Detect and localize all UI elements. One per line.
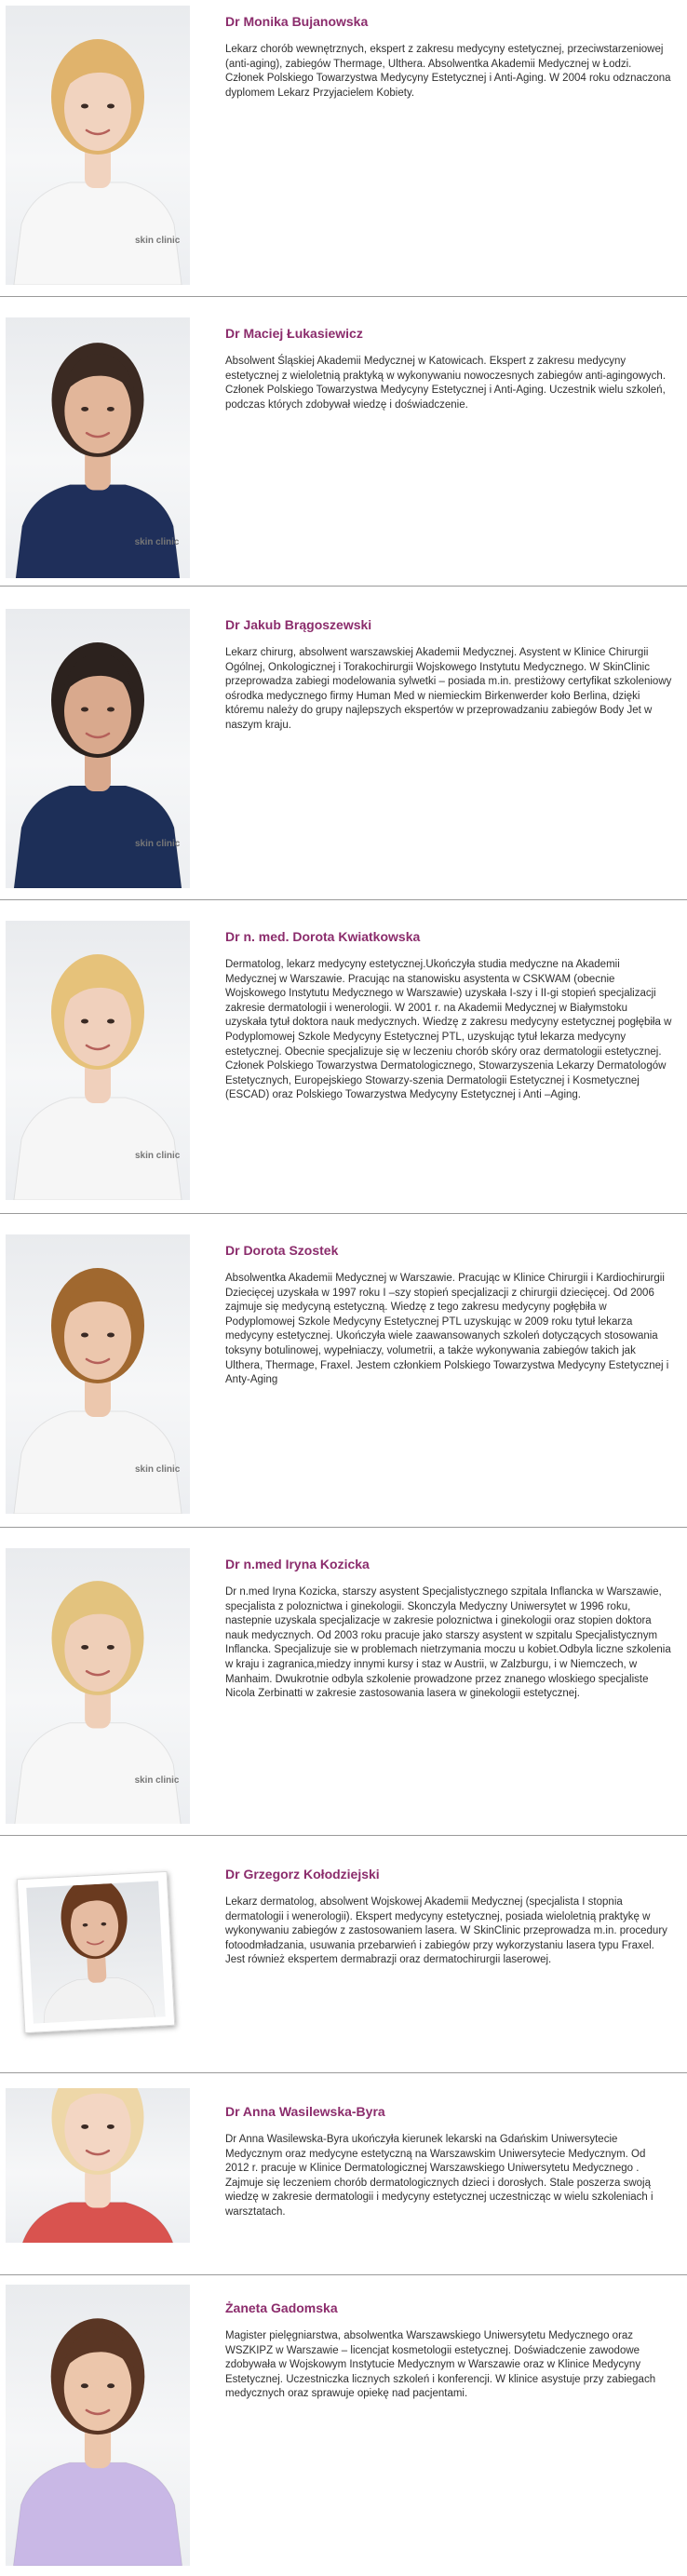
doctor-name: Dr Monika Bujanowska [225,14,369,29]
eye-shape [107,1333,114,1338]
eye-shape [81,407,88,411]
clinic-logo: skin clinic [135,1464,181,1475]
eye-shape [107,1019,114,1024]
eye-shape [107,2383,114,2388]
portrait-image [26,1881,165,2023]
doctor-bio: Lekarz chorób wewnętrznych, ekspert z zakresu medycyny estetycznej, przeciwstarzeniowej (anti-aging), zabiegów Thermage, Ulthera. Absolwentka Akademii Medycznej w Łodzi. Członek Polskiego Towarzystwa Medycyny Estetycznej i Anti-Aging. W 2004 roku odznaczona dyplomem Lekarz Przyjacielem Kobiety. [225,44,671,99]
doctor-photo [17,1871,175,2033]
portrait-image [6,317,190,578]
doctor-bio: Dr n.med Iryna Kozicka, starszy asystent Specjalistycznego szpitala Inflancka w Warszawie, specjalista z poloznictwa i ginekologii. Skonczyla Medyczny Uniwersytet w 1996 roku, nastepnie uzyskala specjalizacje w zakresie poloznictwa i ginekologii oraz stopien doktora nauk medycznych. Od 2003 roku pracuje jako starszy asystent w szpitalu Specjalistycznym Inflancka. Specjalizuje sie w problemach nietrzymania moczu u kobiet.Odbyla liczne szkolenia w kraju i zagranica,miedzy innymi kursy i staz w Austrii, w Zalzburgu, i w Niemczech, w Manhaim. Dwukrotnie odbyla szkolenie prowadzone przez znanego wloskiego specjaliste Nicola Zerbinatti w zakresie zastosowania lasera w ginekologii estetycznej. [225,1586,671,1700]
doctor-photo [6,6,190,285]
outfit-shape [14,1098,182,1200]
eye-shape [81,708,88,712]
eye-shape [107,2124,114,2129]
doctor-entry [0,2073,687,2274]
doctor-name: Dr Grzegorz Kołodziejski [225,1867,380,1881]
doctor-name: Dr n.med Iryna Kozicka [225,1557,370,1571]
doctor-photo [6,609,190,888]
doctor-entry [0,587,687,899]
eye-shape [81,1333,88,1338]
eye-shape [81,104,88,109]
doctor-photo [6,2285,190,2566]
clinic-logo: skin clinic [134,1774,180,1786]
doctor-bio: Dr Anna Wasilewska-Byra ukończyła kierunek lekarski na Gdańskim Uniwersytecie Medycznym oraz medycyne estetyczną na Warszawskim Uniwersytecie Medycznym. Od 2012 r. pracuje w Klinice Dermatologicznej Warszawskiego Uniwersytetu Medycznego . Zajmuje się leczeniem chorób dermatologicznych dzieci i dorosłych. Stale poszerza swoją wiedzę w zakresie dermatologii i medycyny estetycznej uczestnicząc w wielu szkoleniach i warsztatach. [225,2134,653,2218]
doctor-entry [0,900,687,1213]
portrait-image [6,609,190,888]
doctor-entry [0,1214,687,1527]
doctor-bio: Absolwent Śląskiej Akademii Medycznej w Katowicach. Ekspert z zakresu medycyny estetycznej z wieloletnią praktyką w wykonywaniu nowoczesnych zabiegów anti-agingowych. Członek Polskiego Towarzystwa Medycyny Estetycznej i Anti-Aging. Uczestnik wielu szkoleń, podczas których zdobywał wiedzę i doświadczenie. [225,356,667,411]
clinic-logo: skin clinic [135,1151,181,1161]
portrait-image [6,1234,190,1514]
doctor-bio: Absolwentka Akademii Medycznej w Warszawie. Pracując w Klinice Chirurgii i Kardiochirurgii Dziecięcej uzyskała w 1997 roku I –szy stopień specjalizacji z chirurgii dziecięcej. Od 2006 zajmuje się medycyną estetyczną. Wiedzę z tego zakresu medycyny pogłębiła w Podyplomowej Szkole Medycyny Estetycznej PTL uzyskując w 2009 roku tytuł lekarza medycyny estetycznej. Ukończyła wiele zaawansowanych szkoleń dotyczących stosowania toksyny botulinowej, wypełniaczy, volumetrii, a także wykonywania zabiegów takich jak Ulthera, Thermage, Fraxel. Jestem członkiem Polskiego Towarzystwa Medycyny Estetycznej i Anty-Aging [225,1273,669,1386]
doctor-entry [0,1528,687,1835]
doctor-photo [6,921,190,1200]
doctor-bio: Lekarz dermatolog, absolwent Wojskowej Akademii Medycznej (specjalista I stopnia dermatologii i wenerologii). Ekspert medycyny estetycznej, posiada wieloletnią praktykę w wykonywaniu zabiegów z zastosowaniem lasera. W SkinClinic przeprowadza m.in. procedury fotoodmładzania, usuwania przebarwień i zabiegów przy wykorzystaniu lasera typu Fraxel. Jest również ekspertem dermabrazji oraz dermatochirurgii laserowej. [225,1896,667,1966]
doctor-name: Dr n. med. Dorota Kwiatkowska [225,929,421,944]
doctor-entry [0,2275,687,2576]
doctor-entry [0,297,687,586]
portrait-image [6,2285,190,2566]
clinic-logo: skin clinic [134,536,180,547]
doctor-bio: Lekarz chirurg, absolwent warszawskiej Akademii Medycznej. Asystent w Klinice Chirurgii Ogólnej, Onkologicznej i Torakochirurgii Wojskowego Instytutu Medycznego. W SkinClinic przeprowadza zabiegi modelowania sylwetki – posiada m.in. prestiżowy certyfikat szkoleniowy ośrodka medycznego firmy Human Med w niemieckim Birkenwerder koło Berlina, dzięki któremu należy do grupy najlepszych ekspertów w przeprowadzaniu zabiegów Body Jet w naszym kraju. [225,647,672,731]
clinic-logo: skin clinic [135,236,181,246]
doctor-entry [0,0,687,296]
eye-shape [81,1645,88,1650]
eye-shape [81,2124,88,2129]
doctor-entry [0,1836,687,2072]
outfit-shape [15,1723,181,1824]
eye-shape [107,407,114,411]
doctor-photo [6,2088,190,2243]
doctor-bio: Dermatolog, lekarz medycyny estetycznej.Ukończyła studia medyczne na Akademii Medycznej w Warszawie. Pracując na stanowisku asystenta w CSKWAM (obecnie Wojskowego Instytutu Medycznego w Warszawie) uzyskała I-szy i II-gi stopień specjalizacji zakresie dermatologii i wenerologii. W 2001 r. na Akademii Medycznej w Białymstoku uzyskała tytuł doktora nauk medycznych. Wiedzę z zakresu medycyny estetycznej pogłębiła w Podyplomowej Szkole Medycyny Estetycznej PTL, uzyskując tytuł lekarza medycyny estetycznej. Obecnie specjalizuje się w leczeniu chorób skóry oraz dermatologii estetycznej. Członek Polskiego Towarzystwa Dermatologicznego, Stowarzyszenia Lekarzy Dermatologów Estetycznych, Europejskiego Stowarzy-szenia Dermatologii Estetycznej i Kosmetycznej (ESCAD) oraz Polskiego Towarzystwa Medycyny Estetycznej i Anti –Aging. [225,959,672,1101]
clinic-logo: skin clinic [135,839,181,849]
eye-shape [81,2383,88,2388]
portrait-image [6,2088,190,2243]
outfit-shape [14,786,182,888]
doctor-photo [6,1234,190,1514]
doctor-name: Dr Anna Wasilewska-Byra [225,2104,385,2119]
doctor-name: Dr Dorota Szostek [225,1243,339,1258]
outfit-shape [13,2462,182,2566]
eye-shape [107,1645,114,1650]
outfit-shape [14,182,182,285]
doctor-photo [6,1548,190,1824]
portrait-image [6,1548,190,1824]
portrait-image [6,921,190,1200]
outfit-shape [38,1976,161,2024]
eye-shape [107,708,114,712]
portrait-image [6,6,190,285]
eye-shape [107,104,114,109]
outfit-shape [14,1411,182,1514]
outfit-shape [15,2203,181,2243]
outfit-shape [15,485,181,578]
doctor-name: Dr Maciej Łukasiewicz [225,326,363,341]
eye-shape [81,1019,88,1024]
doctor-name: Żaneta Gadomska [225,2300,338,2315]
doctor-name: Dr Jakub Brągoszewski [225,617,372,632]
doctor-photo [6,317,190,578]
doctor-bio: Magister pielęgniarstwa, absolwentka Warszawskiego Uniwersytetu Medycznego oraz WSZKIPZ w Warszawie – licencjat kosmetologii estetycznej. Doświadczenie zawodowe zdobywała w Wojskowym Instytucie Medycznym w Warszawie oraz w Klinice Medycyny Estetycznej. Uczestniczka licznych szkoleń i konferencji. W klinice asystuje przy zabiegach medycznych oraz sprawuje opiekę nad pacjentami. [225,2330,656,2400]
